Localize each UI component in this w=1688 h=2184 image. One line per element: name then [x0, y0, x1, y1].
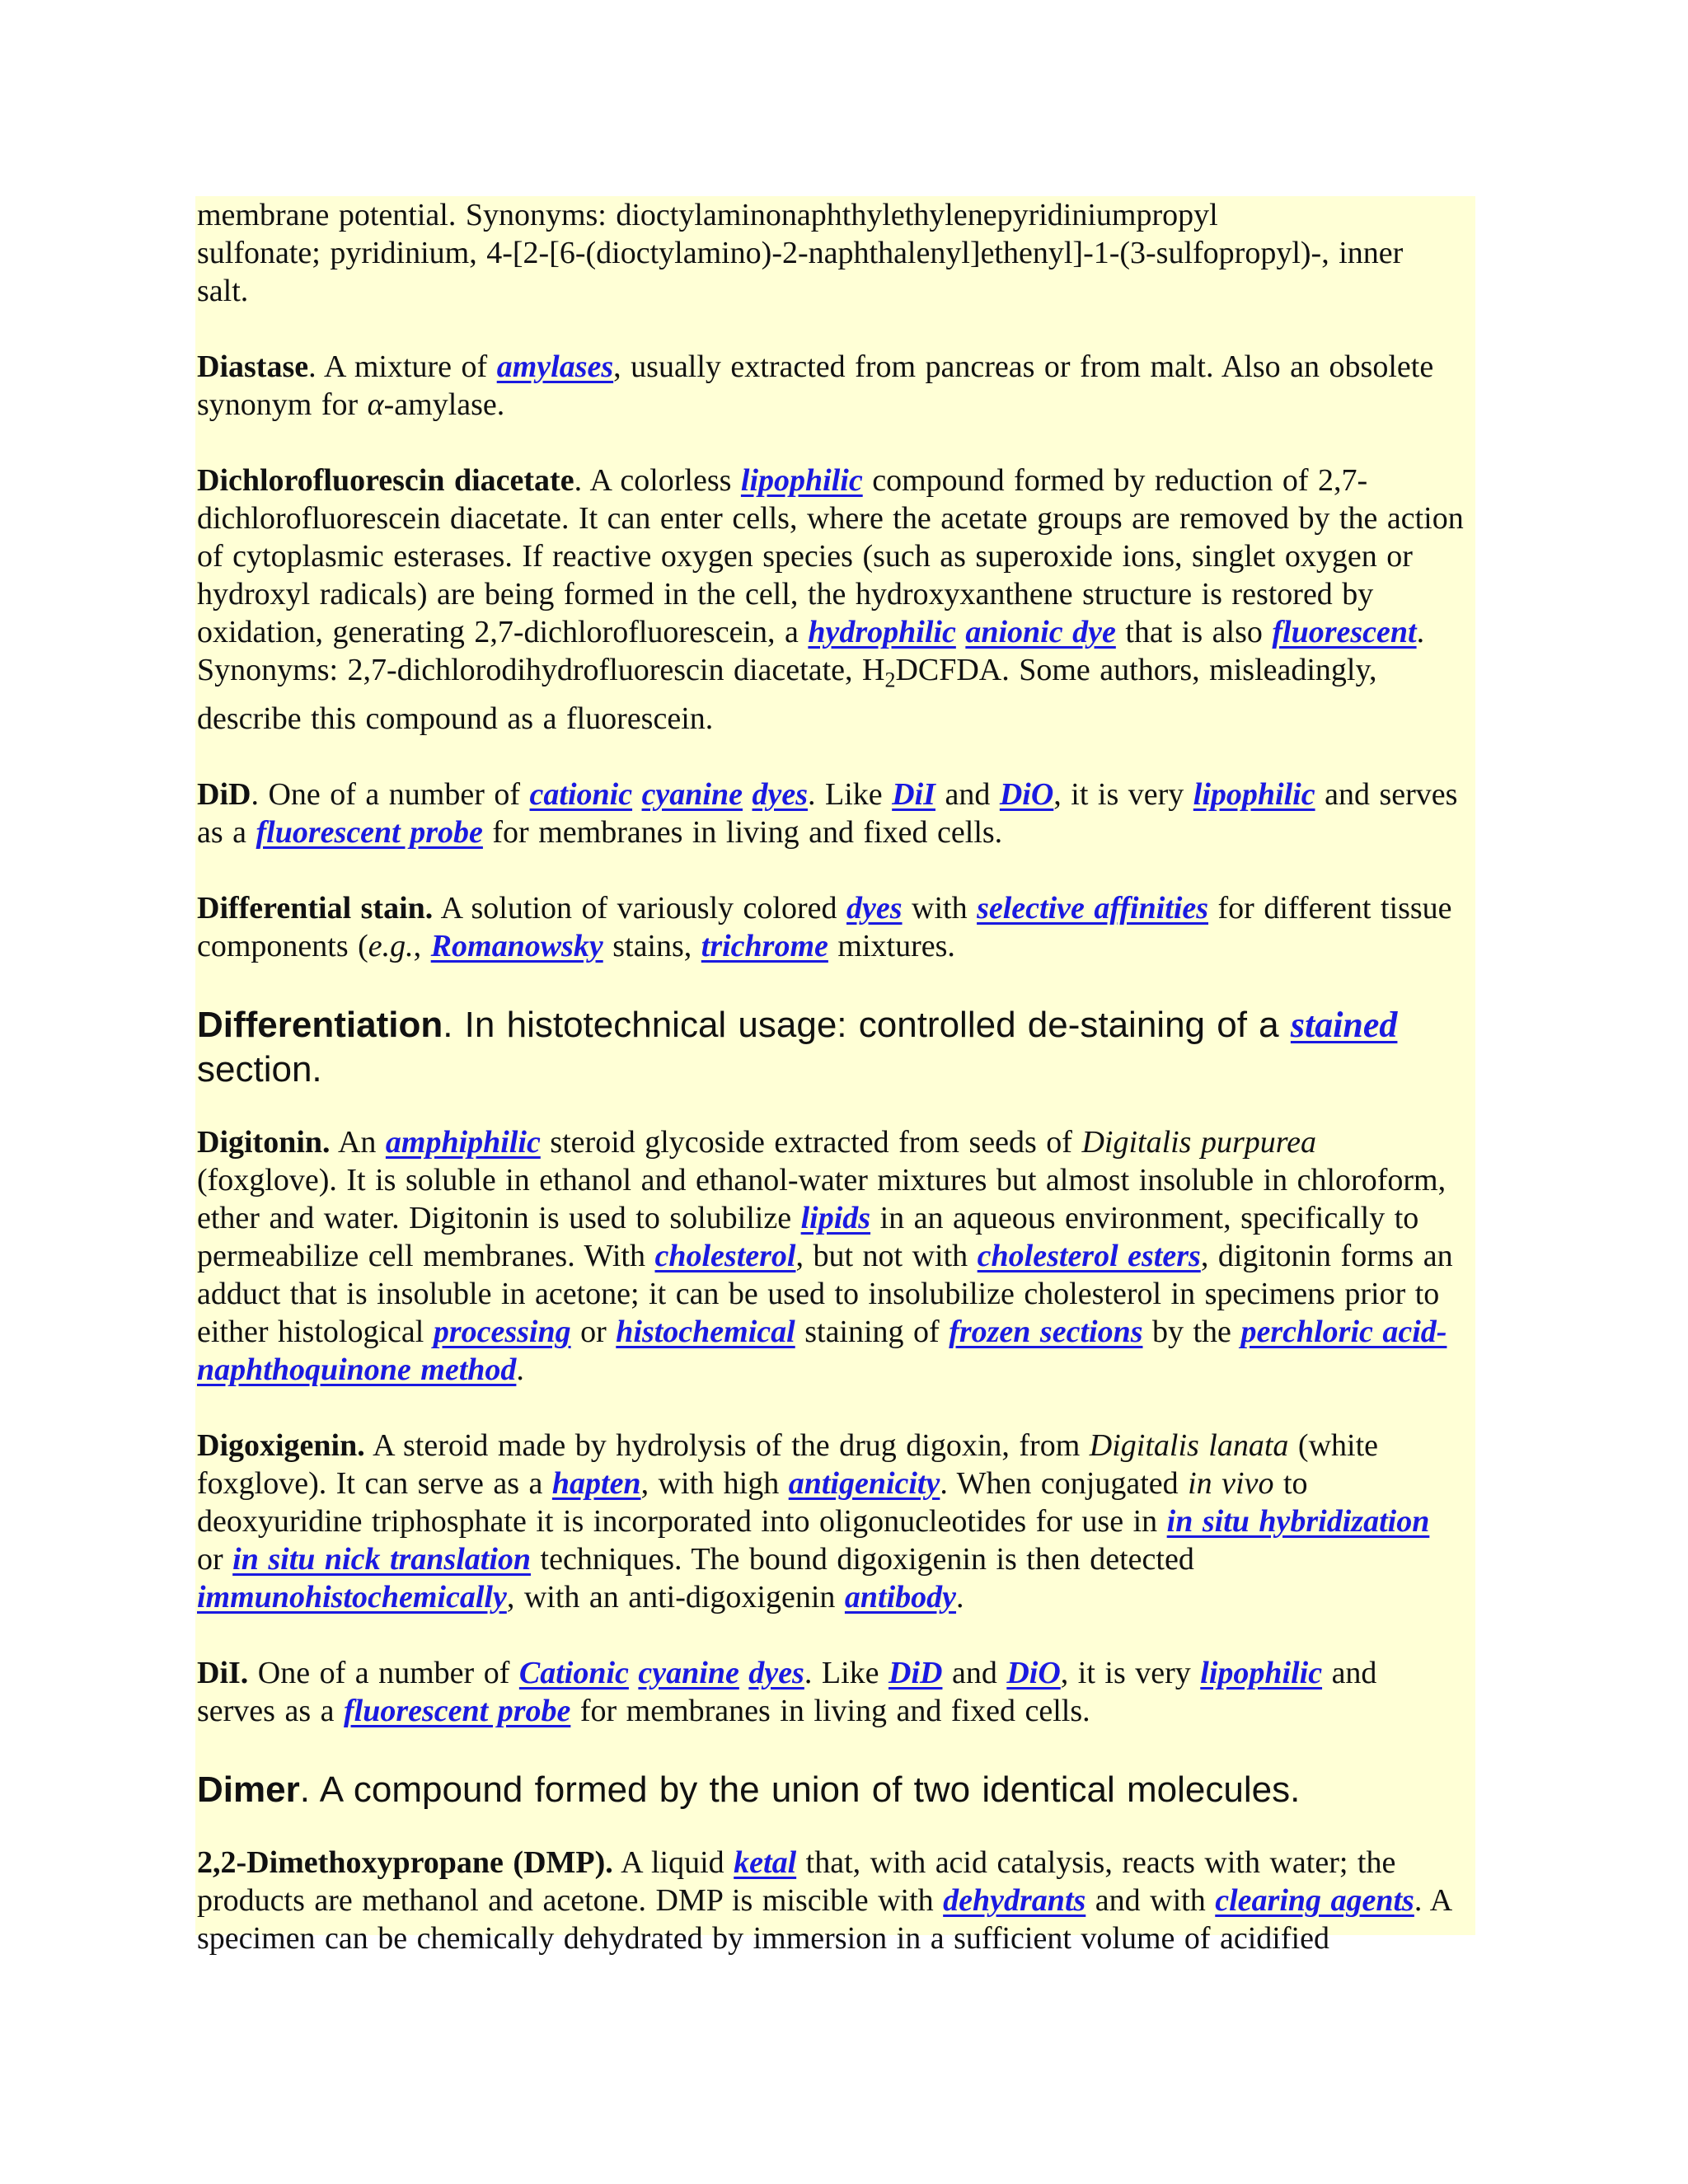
in-vivo: in vivo	[1188, 1465, 1274, 1501]
text: (foxglove). It is soluble in ethanol and ethanol-water mixtures but almost insoluble in chloroform, ether and water. Digitonin is used to solubilize	[197, 1162, 1447, 1235]
link-cyanine[interactable]: cyanine	[638, 1655, 739, 1690]
link-lipophilic[interactable]: lipophilic	[1193, 776, 1315, 812]
term-differentiation: Differentiation	[197, 1004, 443, 1045]
text: , with high	[640, 1465, 789, 1501]
link-hydrophilic[interactable]: hydrophilic	[808, 615, 956, 649]
link-dio[interactable]: DiO	[999, 776, 1054, 812]
link-lipophilic[interactable]: lipophilic	[740, 463, 863, 498]
text: (white foxglove). It can serve as a	[197, 1427, 1378, 1501]
species-name: Digitalis purpurea	[1081, 1124, 1317, 1160]
abbrev-eg: e.g.	[368, 928, 414, 963]
text: A steroid made by hydrolysis of the drug digoxin, from	[364, 1427, 1090, 1463]
link-dehydrants[interactable]: dehydrants	[943, 1882, 1086, 1918]
link-fluorescent-probe[interactable]: fluorescent probe	[256, 814, 483, 850]
link-selective-affinities[interactable]: selective affinities	[977, 890, 1209, 926]
text: for different tissue components (	[197, 890, 1452, 963]
link-dii[interactable]: DiI	[892, 776, 935, 812]
text: that, with acid catalysis, reacts with water; the products are methanol and acetone. DMP is miscible with	[197, 1844, 1396, 1918]
term-digoxigenin: Digoxigenin.	[197, 1427, 365, 1463]
text: and	[942, 1655, 1007, 1690]
entry-dimer	[197, 1768, 1464, 1812]
document-page	[195, 196, 1475, 1956]
text: . A mixture of	[308, 349, 497, 384]
term-differential-stain: Differential stain.	[197, 890, 434, 926]
link-dyes[interactable]: dyes	[846, 890, 903, 926]
link-cholesterol[interactable]: cholesterol	[654, 1238, 796, 1273]
text: and with	[1085, 1882, 1216, 1918]
text: .	[516, 1352, 524, 1387]
link-amphiphilic[interactable]: amphiphilic	[385, 1124, 541, 1160]
text: , it is very	[1053, 776, 1193, 812]
text: for membranes in living and fixed cells.	[482, 814, 1003, 850]
link-cyanine[interactable]: cyanine	[641, 776, 743, 812]
link-dio[interactable]: DiO	[1006, 1655, 1061, 1690]
term-dii: DiI.	[197, 1655, 249, 1690]
link-immunohistochemically[interactable]: immunohistochemically	[197, 1579, 507, 1615]
text: , it is very	[1060, 1655, 1201, 1690]
link-cholesterol-esters[interactable]: cholesterol esters	[977, 1238, 1201, 1273]
entry-differentiation	[197, 1003, 1464, 1092]
text: and serves as a	[197, 776, 1458, 850]
subscript-2: 2	[884, 668, 896, 692]
text: , usually extracted from pancreas or from malt. Also an obsolete synonym for	[197, 349, 1434, 422]
text: An	[330, 1124, 386, 1160]
text: , digitonin forms an adduct that is insoluble in acetone; it can be used to insolubilize cholesterol in specimens prior to either histological	[197, 1238, 1453, 1349]
text: by the	[1142, 1314, 1241, 1349]
text: stains,	[603, 928, 701, 963]
link-lipids[interactable]: lipids	[800, 1200, 871, 1235]
link-histochemical[interactable]: histochemical	[616, 1314, 795, 1349]
text: compound formed by reduction of 2,7-dichlorofluorescein diacetate. It can enter cells, where the acetate groups are removed by the action of cytoplasmic esterases. If reactive oxygen species (such as superoxide ions, singlet oxygen or hydroxyl radicals) are being formed in the cell, the hydroxyxanthene structure is restored by oxidation, generating 2,7-dichlorofluorescein, a	[197, 463, 1464, 649]
link-perchloric-acid-naphthoquinone-method[interactable]: perchloric acid-naphthoquinone method	[197, 1314, 1447, 1387]
text: A liquid	[612, 1844, 734, 1880]
text: with	[902, 890, 978, 926]
term-digitonin: Digitonin.	[197, 1124, 331, 1160]
link-ketal[interactable]: ketal	[734, 1844, 797, 1880]
text: . Like	[804, 1655, 889, 1690]
entry-dii	[197, 1654, 1464, 1730]
entry-dimethoxypropane	[197, 1844, 1464, 1957]
term-dichlorofluorescin-diacetate: Dichlorofluorescin diacetate	[197, 463, 574, 498]
link-antigenicity[interactable]: antigenicity	[788, 1465, 940, 1501]
entry-dichlorofluorescin-diacetate	[197, 462, 1464, 738]
text: , but not with	[795, 1238, 978, 1273]
entry-digoxigenin	[197, 1427, 1464, 1616]
text: . Like	[808, 776, 893, 812]
text: A solution of variously colored	[433, 890, 846, 926]
link-in-situ-hybridization[interactable]: in situ hybridization	[1166, 1503, 1430, 1539]
term-did: DiD	[197, 776, 251, 812]
intro-line-1: membrane potential. Synonyms: dioctylaminonaphthylethylenepyridiniumpropyl	[197, 198, 1218, 232]
text: ,	[413, 928, 431, 963]
text: or	[570, 1314, 617, 1349]
link-lipophilic[interactable]: lipophilic	[1200, 1655, 1323, 1690]
term-dimer: Dimer	[197, 1769, 300, 1810]
link-cationic[interactable]: cationic	[529, 776, 633, 812]
link-processing[interactable]: processing	[433, 1314, 571, 1349]
link-anionic-dye[interactable]: anionic dye	[965, 615, 1116, 649]
text: for membranes in living and fixed cells.	[570, 1693, 1090, 1728]
text: techniques. The bound digoxigenin is then detected	[531, 1541, 1194, 1577]
text: . A specimen can be chemically dehydrated by immersion in a sufficient volume of acidified	[197, 1882, 1451, 1956]
text: steroid glycoside extracted from seeds of	[540, 1124, 1082, 1160]
species-name: Digitalis lanata	[1089, 1427, 1289, 1463]
text: . When conjugated	[940, 1465, 1189, 1501]
text: and serves as a	[197, 1655, 1377, 1728]
entry-digitonin	[197, 1123, 1464, 1389]
alpha-symbol: α	[367, 387, 384, 422]
entry-differential-stain	[197, 889, 1464, 965]
link-antibody[interactable]: antibody	[844, 1579, 957, 1615]
text: mixtures.	[828, 928, 955, 963]
text: .	[956, 1579, 964, 1615]
text: section.	[197, 1048, 322, 1090]
intro-line-3: salt.	[197, 274, 249, 308]
term-dimethoxypropane: 2,2-Dimethoxypropane (DMP).	[197, 1844, 613, 1880]
link-hapten[interactable]: hapten	[551, 1465, 641, 1501]
link-fluorescent[interactable]: fluorescent	[1272, 615, 1417, 649]
link-dyes[interactable]: dyes	[752, 776, 809, 812]
link-in-situ-nick-translation[interactable]: in situ nick translation	[232, 1541, 532, 1577]
entry-intro-continuation	[197, 196, 1464, 310]
entry-did	[197, 776, 1464, 851]
link-fluorescent-probe[interactable]: fluorescent probe	[343, 1693, 571, 1728]
text: -amylase.	[383, 387, 505, 422]
entry-diastase	[197, 348, 1464, 424]
link-did[interactable]: DiD	[889, 1655, 943, 1690]
link-romanowsky[interactable]: Romanowsky	[430, 928, 603, 963]
text: . A compound formed by the union of two identical molecules.	[299, 1769, 1301, 1810]
text: that is also	[1115, 615, 1273, 649]
link-clearing-agents[interactable]: clearing agents	[1215, 1882, 1414, 1918]
link-dyes[interactable]: dyes	[748, 1655, 804, 1690]
text: in an aqueous environment, specifically to permeabilize cell membranes. With	[197, 1200, 1419, 1273]
text: staining of	[795, 1314, 950, 1349]
text: . One of a number of	[251, 776, 530, 812]
link-cationic[interactable]: Cationic	[518, 1655, 629, 1690]
link-stained[interactable]: stained	[1290, 1004, 1398, 1045]
text: DCFDA. Some authors, misleadingly, describe this compound as a fluorescein.	[197, 653, 1377, 736]
text: and	[935, 776, 1000, 812]
text: to deoxyuridine triphosphate it is incorporated into oligonucleotides for use in	[197, 1465, 1308, 1539]
text: . A colorless	[574, 463, 741, 498]
text: or	[197, 1541, 233, 1577]
text: , with an anti-digoxigenin	[506, 1579, 845, 1615]
intro-line-2: sulfonate; pyridinium, 4-[2-[6-(dioctylamino)-2-naphthalenyl]ethenyl]-1-(3-sulfopropyl)-, inner	[197, 236, 1404, 270]
link-frozen-sections[interactable]: frozen sections	[949, 1314, 1143, 1349]
link-amylases[interactable]: amylases	[496, 349, 614, 384]
link-trichrome[interactable]: trichrome	[701, 928, 828, 963]
term-diastase: Diastase	[197, 349, 309, 384]
text: . In histotechnical usage: controlled de-staining of a	[443, 1004, 1291, 1045]
text: . Synonyms: 2,7-dichlorodihydrofluorescin diacetate, H	[197, 615, 1425, 687]
text: One of a number of	[248, 1655, 519, 1690]
